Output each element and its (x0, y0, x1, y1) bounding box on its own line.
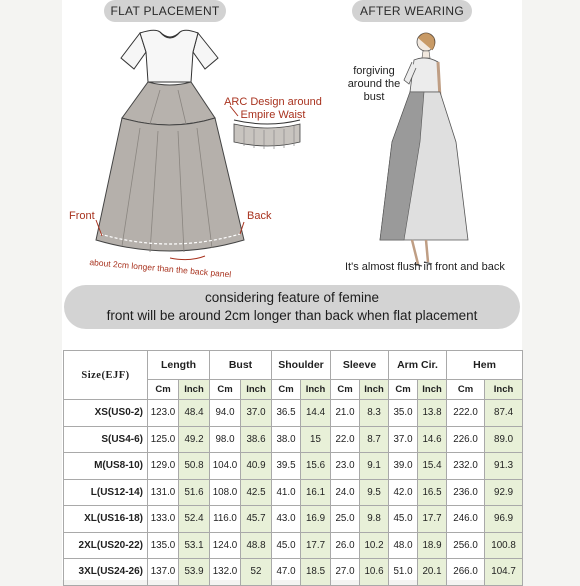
flat-dress-illustration (96, 30, 244, 259)
table-row (64, 559, 523, 586)
cm-value-cell: 137.0 (148, 559, 179, 586)
inch-value-cell: 53.1 (179, 532, 210, 559)
inch-value-cell: 20.1 (418, 559, 447, 586)
unit-inch: Inch (418, 380, 447, 400)
bust-header: Bust (210, 351, 272, 380)
inch-value-cell: 14.6 (418, 426, 447, 453)
inch-value-cell: 18.5 (301, 559, 331, 586)
unit-cm: Cm (272, 380, 301, 400)
cm-value-cell: 256.0 (447, 532, 485, 559)
inch-value-cell: 8.3 (360, 400, 389, 427)
size-chart-table (63, 350, 523, 586)
inch-value-cell: 15 (301, 426, 331, 453)
table-row (64, 453, 523, 480)
forgiving-line-2: around the (347, 78, 401, 90)
inch-value-cell: 8.7 (360, 426, 389, 453)
cm-value-cell: 39.5 (272, 453, 301, 480)
cm-value-cell: 22.0 (331, 426, 360, 453)
inch-value-cell: 18.9 (418, 532, 447, 559)
inch-value-cell: 100.8 (485, 532, 523, 559)
inch-value-cell: 15.4 (418, 453, 447, 480)
banner-line-1: considering feature of femine (204, 290, 380, 305)
unit-inch: Inch (241, 380, 272, 400)
size-cell: 3XL(US24-26) (64, 559, 148, 586)
inch-value-cell: 42.5 (241, 479, 272, 506)
cm-value-cell: 23.0 (331, 453, 360, 480)
inch-value-cell: 17.7 (418, 506, 447, 533)
cm-value-cell: 45.0 (389, 506, 418, 533)
cm-value-cell: 116.0 (210, 506, 241, 533)
forgiving-note (343, 65, 405, 104)
shoulder-header: Shoulder (272, 351, 331, 380)
size-cell: XL(US16-18) (64, 506, 148, 533)
inch-value-cell: 45.7 (241, 506, 272, 533)
inch-value-cell: 40.9 (241, 453, 272, 480)
inch-value-cell: 17.7 (301, 532, 331, 559)
inch-value-cell: 16.9 (301, 506, 331, 533)
size-rows (64, 400, 523, 586)
cm-value-cell: 123.0 (148, 400, 179, 427)
inch-value-cell: 104.7 (485, 559, 523, 586)
unit-cm: Cm (148, 380, 179, 400)
cm-value-cell: 27.0 (331, 559, 360, 586)
inch-value-cell: 49.2 (179, 426, 210, 453)
size-cell: 2XL(US20-22) (64, 532, 148, 559)
inch-value-cell: 10.2 (360, 532, 389, 559)
cm-value-cell: 25.0 (331, 506, 360, 533)
size-cell: S(US4-6) (64, 426, 148, 453)
cm-value-cell: 124.0 (210, 532, 241, 559)
inch-value-cell: 87.4 (485, 400, 523, 427)
cm-value-cell: 129.0 (148, 453, 179, 480)
cm-value-cell: 135.0 (148, 532, 179, 559)
inch-value-cell: 51.6 (179, 479, 210, 506)
forgiving-line-1: forgiving (353, 65, 395, 77)
unit-cm: Cm (447, 380, 485, 400)
forgiving-line-3: bust (363, 91, 385, 103)
inch-value-cell: 9.8 (360, 506, 389, 533)
cm-value-cell: 108.0 (210, 479, 241, 506)
inch-value-cell: 48.4 (179, 400, 210, 427)
inch-value-cell: 91.3 (485, 453, 523, 480)
cm-value-cell: 36.5 (272, 400, 301, 427)
inch-value-cell: 52 (241, 559, 272, 586)
front-note: Front (69, 210, 95, 222)
inch-value-cell: 38.6 (241, 426, 272, 453)
inch-value-cell: 89.0 (485, 426, 523, 453)
cm-value-cell: 47.0 (272, 559, 301, 586)
inch-value-cell: 52.4 (179, 506, 210, 533)
cm-value-cell: 45.0 (272, 532, 301, 559)
hem-header: Hem (447, 351, 523, 380)
inch-value-cell: 16.1 (301, 479, 331, 506)
cm-value-cell: 104.0 (210, 453, 241, 480)
inch-value-cell: 10.6 (360, 559, 389, 586)
cm-value-cell: 232.0 (447, 453, 485, 480)
cm-value-cell: 94.0 (210, 400, 241, 427)
inch-value-cell: 48.8 (241, 532, 272, 559)
cm-value-cell: 222.0 (447, 400, 485, 427)
arc-design-line-1: ARC Design around (224, 96, 322, 108)
cm-value-cell: 246.0 (447, 506, 485, 533)
feature-banner (64, 285, 520, 329)
cm-value-cell: 42.0 (389, 479, 418, 506)
unit-cm: Cm (331, 380, 360, 400)
cm-value-cell: 98.0 (210, 426, 241, 453)
cm-value-cell: 236.0 (447, 479, 485, 506)
arc-design-note (218, 96, 328, 122)
cm-value-cell: 125.0 (148, 426, 179, 453)
cm-value-cell: 37.0 (389, 426, 418, 453)
inch-value-cell: 9.5 (360, 479, 389, 506)
cm-value-cell: 133.0 (148, 506, 179, 533)
size-cell: XS(US0-2) (64, 400, 148, 427)
unit-inch: Inch (485, 380, 523, 400)
unit-cm: Cm (389, 380, 418, 400)
table-row (64, 400, 523, 427)
table-row (64, 532, 523, 559)
table-header-groups (64, 351, 523, 380)
inch-value-cell: 37.0 (241, 400, 272, 427)
table-row (64, 506, 523, 533)
size-column-header: Size(EJF) (64, 351, 148, 400)
sleeve-header: Sleeve (331, 351, 389, 380)
arc-design-line-2: Empire Waist (240, 109, 306, 121)
unit-inch: Inch (179, 380, 210, 400)
after-wearing-label: AFTER WEARING (352, 0, 472, 22)
inch-value-cell: 16.5 (418, 479, 447, 506)
inch-value-cell: 96.9 (485, 506, 523, 533)
waist-detail-illustration (234, 120, 300, 149)
cm-value-cell: 51.0 (389, 559, 418, 586)
inch-value-cell: 14.4 (301, 400, 331, 427)
cm-value-cell: 24.0 (331, 479, 360, 506)
cm-value-cell: 43.0 (272, 506, 301, 533)
inch-value-cell: 13.8 (418, 400, 447, 427)
size-cell: L(US12-14) (64, 479, 148, 506)
inch-value-cell: 50.8 (179, 453, 210, 480)
arm-circumference-header: Arm Cir. (389, 351, 447, 380)
cm-value-cell: 131.0 (148, 479, 179, 506)
unit-cm: Cm (210, 380, 241, 400)
cm-value-cell: 226.0 (447, 426, 485, 453)
unit-inch: Inch (360, 380, 389, 400)
dress-illustrations (0, 0, 580, 290)
flush-note: It's almost flush in front and back (345, 261, 505, 273)
inch-value-cell: 92.9 (485, 479, 523, 506)
cm-value-cell: 132.0 (210, 559, 241, 586)
cm-value-cell: 39.0 (389, 453, 418, 480)
inch-value-cell: 53.9 (179, 559, 210, 586)
inch-value-cell: 9.1 (360, 453, 389, 480)
cm-value-cell: 21.0 (331, 400, 360, 427)
table-row (64, 479, 523, 506)
longer-note: about 2cm longer than the back panel (89, 256, 232, 280)
flat-placement-label: FLAT PLACEMENT (104, 0, 226, 22)
cm-value-cell: 35.0 (389, 400, 418, 427)
cm-value-cell: 48.0 (389, 532, 418, 559)
banner-line-2: front will be around 2cm longer than back when flat placement (106, 308, 478, 323)
back-note: Back (247, 210, 272, 222)
length-header: Length (148, 351, 210, 380)
unit-inch: Inch (301, 380, 331, 400)
cm-value-cell: 41.0 (272, 479, 301, 506)
table-row (64, 426, 523, 453)
cm-value-cell: 26.0 (331, 532, 360, 559)
cm-value-cell: 38.0 (272, 426, 301, 453)
inch-value-cell: 15.6 (301, 453, 331, 480)
size-cell: M(US8-10) (64, 453, 148, 480)
cm-value-cell: 266.0 (447, 559, 485, 586)
